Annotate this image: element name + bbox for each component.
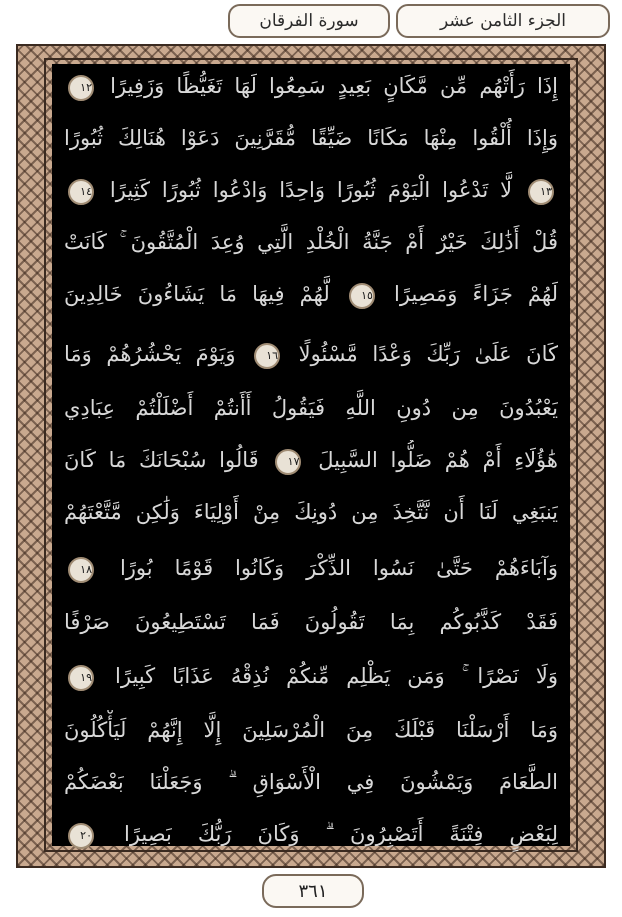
ayah-number-marker: ١٥ xyxy=(349,283,375,309)
ayah-number-marker: ١٨ xyxy=(68,557,94,583)
text-line-13 xyxy=(64,710,558,750)
text-line-7 xyxy=(64,388,558,428)
text-line-6 xyxy=(64,334,558,374)
line-text: لَهُمْ جَزَاءً وَمَصِيرًا xyxy=(394,282,558,306)
line-text: لِبَعْضٍ فِتْنَةً أَتَصْبِرُونَ ۗ وَكَانَ رَبُّكَ بَصِيرًا xyxy=(124,822,558,846)
ayah-number-marker: ١٦ xyxy=(254,343,280,369)
line-text: وَآبَاءَهُمْ حَتَّىٰ نَسُوا الذِّكْرَ وَكَانُوا قَوْمًا بُورًا xyxy=(119,556,558,580)
line-text: قُلْ أَذَٰلِكَ خَيْرٌ أَمْ جَنَّةُ الْخُلْدِ الَّتِي وُعِدَ الْمُتَّقُونَ ۚ كَانَتْ xyxy=(64,230,558,254)
page-number xyxy=(262,874,364,908)
text-line-1 xyxy=(64,66,558,106)
line-text: يَنبَغِي لَنَا أَن نَّتَّخِذَ مِن دُونِكَ مِنْ أَوْلِيَاءَ وَلَٰكِن مَّتَّعْتَهُمْ xyxy=(64,500,558,524)
text-line-8 xyxy=(64,440,558,480)
line-text: وَيَوْمَ يَحْشُرُهُمْ وَمَا xyxy=(64,342,236,366)
line-text: لَّا تَدْعُوا الْيَوْمَ ثُبُورًا وَاحِدًا وَادْعُوا ثُبُورًا كَثِيرًا xyxy=(109,178,513,202)
text-line-12 xyxy=(64,656,558,696)
ayah-number-marker: ١٤ xyxy=(68,179,94,205)
line-text: قَالُوا سُبْحَانَكَ مَا كَانَ xyxy=(64,448,259,472)
page-number-text: ٣٦١ xyxy=(298,880,328,902)
ayah-number-marker: ١٧ xyxy=(275,449,301,475)
line-text: وَلَا نَصْرًا ۚ وَمَن يَظْلِم مِّنكُمْ نُذِقْهُ عَذَابًا كَبِيرًا xyxy=(115,664,558,688)
juz-title-text: الجزء الثامن عشر xyxy=(440,11,567,31)
line-text: الطَّعَامَ وَيَمْشُونَ فِي الْأَسْوَاقِ ۗ وَجَعَلْنَا بَعْضَكُمْ xyxy=(64,770,558,794)
line-text: هَٰؤُلَاءِ أَمْ هُمْ ضَلُّوا السَّبِيلَ xyxy=(318,448,558,472)
surah-title-text: سورة الفرقان xyxy=(259,11,359,31)
line-text: يَعْبُدُونَ مِن دُونِ اللَّهِ فَيَقُولُ أَأَنتُمْ أَضْلَلْتُمْ عِبَادِي xyxy=(64,396,558,420)
line-text: إِذَا رَأَتْهُم مِّن مَّكَانٍ بَعِيدٍ سَمِعُوا لَهَا تَغَيُّظًا وَزَفِيرًا xyxy=(110,74,558,98)
text-line-5 xyxy=(64,274,558,314)
ayah-number-marker: ١٩ xyxy=(68,665,94,691)
text-line-15 xyxy=(64,814,558,854)
line-text: وَمَا أَرْسَلْنَا قَبْلَكَ مِنَ الْمُرْسَلِينَ إِلَّا إِنَّهُمْ لَيَأْكُلُونَ xyxy=(64,718,558,742)
text-line-14 xyxy=(64,762,558,802)
ayah-number-marker: ١٢ xyxy=(68,75,94,101)
ayah-number-marker: ١٣ xyxy=(528,179,554,205)
line-text: كَانَ عَلَىٰ رَبِّكَ وَعْدًا مَّسْئُولًا xyxy=(298,342,558,366)
text-line-11 xyxy=(64,602,558,642)
surah-title xyxy=(228,4,390,38)
text-line-2 xyxy=(64,118,558,158)
ayah-number-marker: ٢٠ xyxy=(68,823,94,849)
text-line-3 xyxy=(64,170,558,210)
text-line-10 xyxy=(64,548,558,588)
juz-title xyxy=(396,4,610,38)
line-text: فَقَدْ كَذَّبُوكُم بِمَا تَقُولُونَ فَمَا تَسْتَطِيعُونَ صَرْفًا xyxy=(64,610,558,634)
line-text: وَإِذَا أُلْقُوا مِنْهَا مَكَانًا ضَيِّقًا مُّقَرَّنِينَ دَعَوْا هُنَالِكَ ثُبُورًا xyxy=(64,126,558,150)
text-line-9 xyxy=(64,492,558,532)
text-line-4 xyxy=(64,222,558,262)
line-text: لَّهُمْ فِيهَا مَا يَشَاءُونَ خَالِدِينَ xyxy=(64,282,330,306)
